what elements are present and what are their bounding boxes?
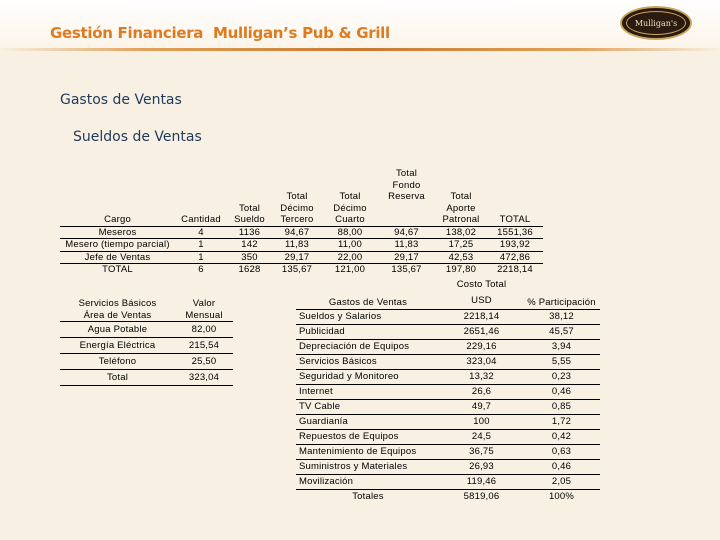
cell-totales-label: Totales: [352, 491, 384, 502]
cell-participacion: 0,85: [523, 400, 600, 415]
table-row: [296, 460, 600, 475]
cell-gasto: Movilización: [296, 475, 440, 490]
col-header-servicio: [60, 295, 175, 322]
cell-costo: 323,04: [440, 355, 523, 370]
cell-decimo-cuarto: 88,00: [322, 226, 378, 239]
sueldos-table: [60, 168, 543, 276]
cell-participacion: 1,72: [523, 415, 600, 430]
cell-participacion: 0,46: [523, 460, 600, 475]
cell-gasto: Guardianía: [296, 415, 440, 430]
cell-cargo: TOTAL: [102, 264, 133, 275]
cell-total-participacion: 100%: [548, 491, 575, 502]
cell-decimo-tercero: 135,67: [281, 264, 313, 275]
page-header-title: Gestión Financiera Mulligan’s Pub & Grill: [50, 24, 390, 42]
table-row: [60, 338, 233, 354]
cell-servicio: Agua Potable: [60, 322, 175, 338]
cell-valor: 82,00: [175, 322, 233, 338]
cell-servicio: Teléfono: [60, 354, 175, 370]
table-row: [296, 340, 600, 355]
cell-fondo-reserva: 135,67: [391, 264, 422, 275]
cell-costo: 2651,46: [440, 325, 523, 340]
table-row: [60, 354, 233, 370]
table-total-row: [60, 264, 543, 276]
cell-total: 472,86: [487, 251, 543, 264]
cell-participacion: 38,12: [523, 310, 600, 325]
cell-costo: 36,75: [440, 445, 523, 460]
cell-total: 2218,14: [497, 264, 533, 275]
cell-costo: 119,46: [440, 475, 523, 490]
col-header-participacion: % Participación: [523, 277, 600, 310]
cell-participacion: 2,05: [523, 475, 600, 490]
cell-gasto: Suministros y Materiales: [296, 460, 440, 475]
table-row: [296, 385, 600, 400]
cell-gasto: Mantenimiento de Equipos: [296, 445, 440, 460]
cell-cantidad: 6: [198, 264, 204, 275]
cell-participacion: 3,94: [523, 340, 600, 355]
cell-servicio: Energía Eléctrica: [60, 338, 175, 354]
cell-gasto: Servicios Básicos: [296, 355, 440, 370]
table-row: [296, 325, 600, 340]
table-row: [60, 322, 233, 338]
cell-participacion: 0,46: [523, 385, 600, 400]
cell-aporte-patronal: 17,25: [435, 239, 487, 252]
table-row: [296, 370, 600, 385]
cell-decimo-tercero: 29,17: [272, 251, 322, 264]
servicio-header-line1: Servicios Básicos: [78, 298, 157, 309]
cell-participacion: 0,63: [523, 445, 600, 460]
cell-decimo-tercero: 11,83: [272, 239, 322, 252]
col-header-total: TOTAL: [487, 168, 543, 226]
cell-gasto: Repuestos de Equipos: [296, 430, 440, 445]
table-row: [60, 251, 543, 264]
subsection-title: Sueldos de Ventas: [73, 129, 202, 145]
cell-gasto: Depreciación de Equipos: [296, 340, 440, 355]
costo-header-line1: Costo Total: [456, 279, 507, 290]
table-row: [296, 310, 600, 325]
col-header-valor: [175, 295, 233, 322]
cell-gasto: Internet: [296, 385, 440, 400]
mulligans-logo: [620, 6, 692, 40]
cell-valor: 323,04: [175, 370, 233, 386]
table-row: [296, 475, 600, 490]
cell-participacion: 0,23: [523, 370, 600, 385]
cell-fondo-reserva: 11,83: [378, 239, 435, 252]
table-row: [60, 239, 543, 252]
sueldos-header-row: [60, 168, 543, 226]
cell-sueldo: 142: [227, 239, 272, 252]
cell-decimo-cuarto: 121,00: [334, 264, 366, 275]
cell-valor: 215,54: [175, 338, 233, 354]
cell-costo: 100: [440, 415, 523, 430]
table-row: [60, 226, 543, 239]
col-header-decimo-cuarto: Total Décimo Cuarto: [322, 168, 378, 226]
cell-total: 1551,36: [487, 226, 543, 239]
cell-participacion: 5,55: [523, 355, 600, 370]
cell-participacion: 0,42: [523, 430, 600, 445]
cell-gasto: TV Cable: [296, 400, 440, 415]
servicio-header-line2: Área de Ventas: [83, 309, 152, 321]
cell-aporte-patronal: 138,02: [435, 226, 487, 239]
cell-total: 193,92: [487, 239, 543, 252]
cell-aporte-patronal: 42,53: [435, 251, 487, 264]
section-title: Gastos de Ventas: [60, 92, 182, 108]
col-header-total-sueldo: Total Sueldo: [227, 168, 272, 226]
cell-fondo-reserva: 29,17: [378, 251, 435, 264]
cell-decimo-cuarto: 11,00: [322, 239, 378, 252]
cell-gasto: Sueldos y Salarios: [296, 310, 440, 325]
cell-cantidad: 1: [175, 239, 227, 252]
col-header-costo: [440, 277, 523, 310]
cell-costo: 24,5: [440, 430, 523, 445]
servicios-basicos-table: [60, 295, 233, 386]
valor-header-line2: Mensual: [185, 309, 223, 321]
cell-costo: 26,6: [440, 385, 523, 400]
cell-decimo-tercero: 94,67: [272, 226, 322, 239]
table-row: [296, 400, 600, 415]
cell-cargo: Jefe de Ventas: [60, 251, 175, 264]
servicios-header-row: [60, 295, 233, 322]
table-row: [296, 415, 600, 430]
cell-total-costo: 5819,06: [463, 491, 500, 502]
cell-gasto: Seguridad y Monitoreo: [296, 370, 440, 385]
cell-costo: 49,7: [440, 400, 523, 415]
cell-aporte-patronal: 197,80: [445, 264, 477, 275]
table-row: [296, 355, 600, 370]
header-divider: [0, 48, 720, 51]
cell-sueldo: 350: [227, 251, 272, 264]
col-header-gasto: Gastos de Ventas: [296, 277, 440, 310]
col-header-decimo-tercero: Total Décimo Tercero: [272, 168, 322, 226]
col-header-fondo-reserva: Total Fondo Reserva: [378, 168, 435, 226]
cell-fondo-reserva: 94,67: [378, 226, 435, 239]
cell-cargo: Mesero (tiempo parcial): [60, 239, 175, 252]
cell-costo: 229,16: [440, 340, 523, 355]
cell-valor: 25,50: [175, 354, 233, 370]
table-row: [296, 445, 600, 460]
cell-cargo: Meseros: [60, 226, 175, 239]
table-total-row: [296, 490, 600, 505]
costo-header-line2: USD: [471, 295, 492, 306]
cell-sueldo: 1136: [227, 226, 272, 239]
cell-costo: 26,93: [440, 460, 523, 475]
cell-costo: 2218,14: [440, 310, 523, 325]
col-header-cantidad: Cantidad: [175, 168, 227, 226]
cell-cantidad: 1: [175, 251, 227, 264]
logo-text: Mulligan's: [626, 11, 686, 35]
gastos-ventas-table: [296, 277, 600, 504]
valor-header-line1: Valor: [192, 298, 216, 309]
table-row: [296, 430, 600, 445]
cell-servicio: Total: [60, 370, 175, 386]
col-header-aporte-patronal: Total Aporte Patronal: [435, 168, 487, 226]
cell-sueldo: 1628: [238, 264, 261, 275]
col-header-cargo: Cargo: [60, 168, 175, 226]
cell-cantidad: 4: [175, 226, 227, 239]
gastos-header-row: [296, 277, 600, 310]
table-total-row: [60, 370, 233, 386]
cell-participacion: 45,57: [523, 325, 600, 340]
cell-decimo-cuarto: 22,00: [322, 251, 378, 264]
cell-costo: 13,32: [440, 370, 523, 385]
cell-gasto: Publicidad: [296, 325, 440, 340]
